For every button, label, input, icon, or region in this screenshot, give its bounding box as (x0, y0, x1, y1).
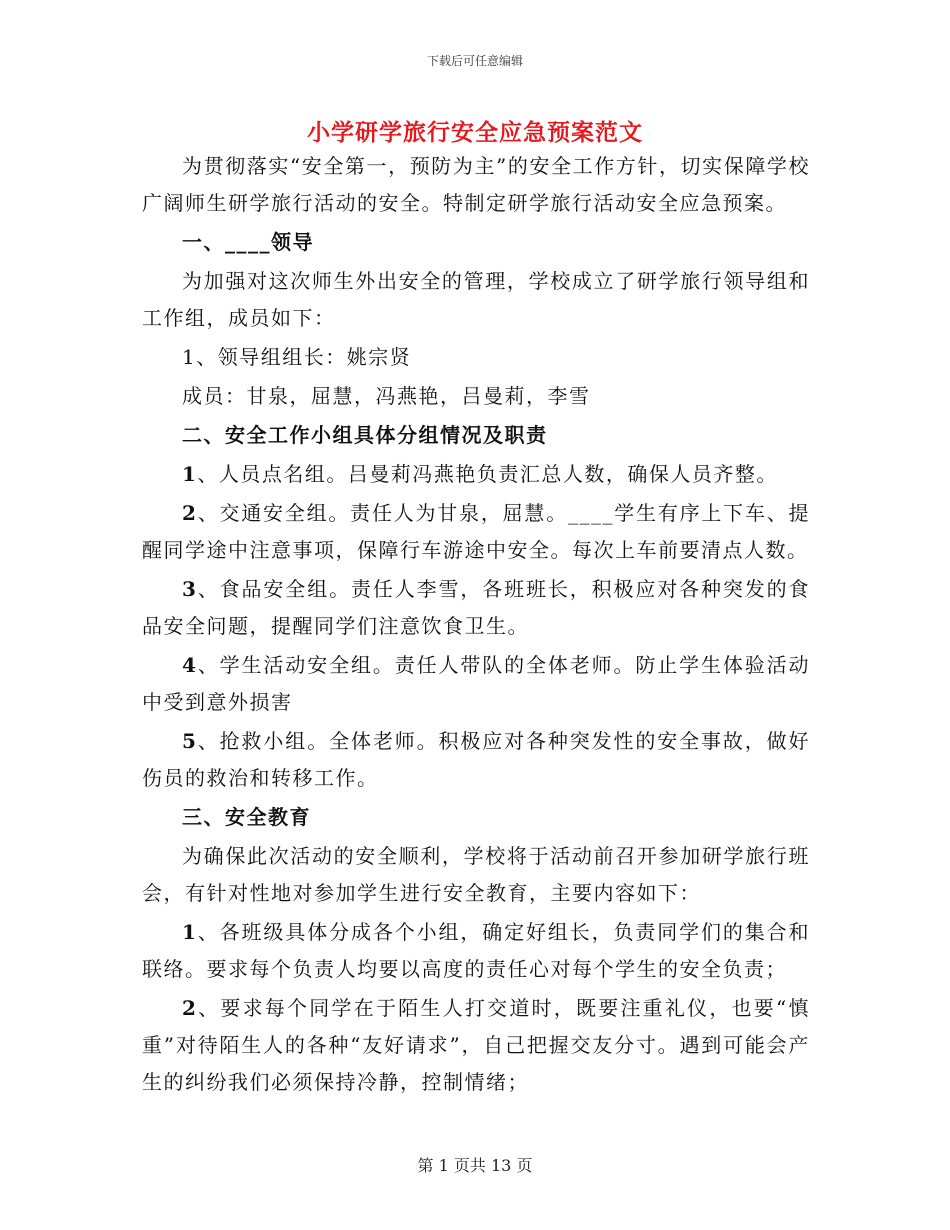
intro-paragraph: 为贯彻落实“安全第一，预防为主”的安全工作方针，切实保障学校广阔师生研学旅行活动的安全。特制定研学旅行活动安全应急预案。 (142, 154, 810, 215)
item-text: 、交通安全组。责任人为甘泉，屈慧。____学生有序上下车、提醒同学途中注意事项，保障行车游途中安全。每次上车前要清点人数。 (142, 501, 810, 562)
section-3-item-2 (142, 990, 810, 1101)
section-3-body: 为确保此次活动的安全顺利，学校将于活动前召开参加研学旅行班会，有针对性地对参加学生进行安全教育，主要内容如下： (142, 844, 810, 905)
item-text: 、学生活动安全组。责任人带队的全体老师。防止学生体验活动中受到意外损害 (142, 653, 810, 714)
item-number: 3 (182, 577, 198, 601)
section-2-item-1 (142, 456, 810, 493)
item-number: 4 (182, 653, 198, 677)
section-2-item-2 (142, 495, 810, 569)
item-number: 1 (182, 462, 198, 486)
members-line: 成员：甘泉，屈慧，冯燕艳，吕曼莉，李雪 (182, 384, 591, 408)
section-2-heading: 二、安全工作小组具体分组情况及职责 (182, 423, 548, 447)
section-3-heading: 三、安全教育 (182, 805, 311, 829)
document-title: 小学研学旅行安全应急预案范文 (307, 119, 643, 146)
item-text: 、要求每个同学在于陌生人打交道时，既要注重礼仪，也要“慎重”对待陌生人的各种“友好请求”，自己把握交友分寸。遇到可能会产生的纠纷我们必须保持冷静，控制情绪； (142, 996, 810, 1094)
page-footer: 第 1 页共 13 页 (417, 1156, 533, 1175)
item-number: 5 (182, 729, 198, 753)
section-2-item-3 (142, 571, 810, 645)
section-2-item-4 (142, 647, 810, 721)
item-number: 2 (182, 501, 198, 525)
section-1-heading: 一、____领导 (182, 230, 314, 254)
item-number: 1 (182, 920, 198, 944)
leader-line: 1、领导组组长：姚宗贤 (182, 345, 412, 369)
item-number: 2 (182, 996, 198, 1020)
item-text: 、食品安全组。责任人李雪，各班班长，积极应对各种突发的食品安全问题，提醒同学们注意饮食卫生。 (142, 577, 810, 638)
section-1-body: 为加强对这次师生外出安全的管理，学校成立了研学旅行领导组和工作组，成员如下： (142, 269, 810, 330)
document-body (142, 148, 810, 1101)
header-note: 下载后可任意编辑 (426, 54, 523, 68)
section-2-item-5 (142, 723, 810, 797)
item-text: 、各班级具体分成各个小组，确定好组长，负责同学们的集合和联络。要求每个负责人均要以高度的责任心对每个学生的安全负责； (142, 920, 810, 981)
item-text: 、人员点名组。吕曼莉冯燕艳负责汇总人数，确保人员齐整。 (197, 462, 778, 486)
section-3-item-1 (142, 914, 810, 988)
item-text: 、抢救小组。全体老师。积极应对各种突发性的安全事故，做好伤员的救治和转移工作。 (142, 729, 810, 790)
